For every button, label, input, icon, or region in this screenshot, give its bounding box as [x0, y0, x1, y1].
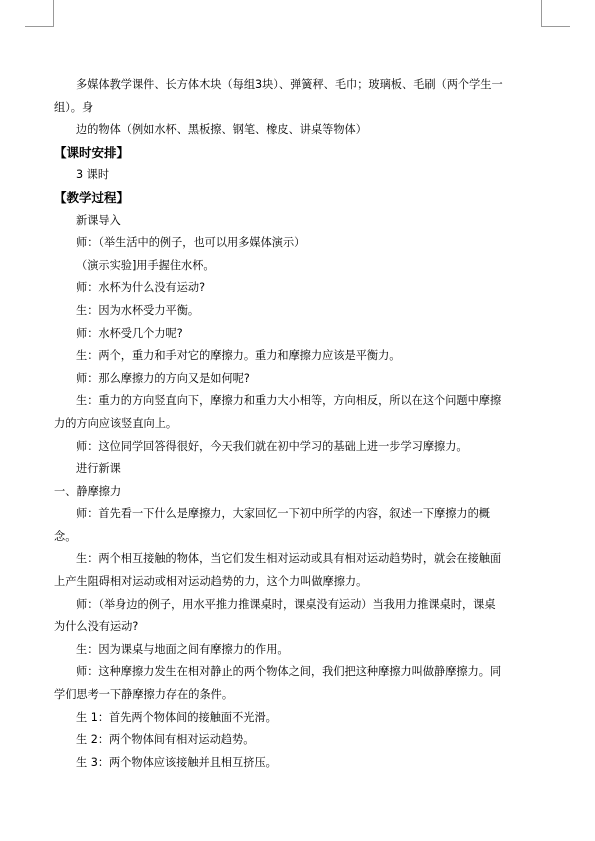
text-line: 一、静摩擦力 [54, 484, 122, 498]
text-line: 生：因为水杯受力平衡。 [76, 303, 200, 317]
text-line: 师：（举生活中的例子，也可以用多媒体演示） [76, 236, 306, 250]
text-line: （演示实验]用手握住水杯。 [76, 258, 215, 272]
text-line: 生：因为课桌与地面之间有摩擦力的作用。 [76, 642, 289, 656]
text-line: 生：重力的方向竖直向下，摩擦力和重力大小相等，方向相反，所以在这个问题中摩擦 [76, 394, 502, 408]
text-line: 生：两个，重力和手对它的摩擦力。重力和摩擦力应该是平衡力。 [76, 349, 401, 363]
text-line: 3 课时 [76, 168, 110, 182]
section-heading: 【课时安排】 [54, 144, 130, 160]
text-line: 师：这位同学回答得很好，今天我们就在初中学习的基础上进一步学习摩擦力。 [76, 439, 468, 453]
crop-mark-top-left [25, 0, 54, 27]
text-line: 师：（举身边的例子，用水平推力推课桌时，课桌没有运动）当我用力推课桌时，课桌 [76, 597, 496, 611]
text-line: 生：两个相互接触的物体，当它们发生相对运动或具有相对运动趋势时，就会在接触面 [76, 552, 502, 566]
text-line: 多媒体教学课件、长方体木块（每组3块）、弹簧秤、毛巾；玻璃板、毛刷（两个学生一 [76, 78, 503, 91]
section-heading: 【教学过程】 [54, 189, 130, 205]
text-line: 边的物体（例如水杯、黑板擦、钢笔、橡皮、讲桌等物体） [76, 123, 367, 137]
text-line: 师：水杯受几个力呢? [76, 326, 183, 340]
text-line: 师：这种摩擦力发生在相对静止的两个物体之间，我们把这种摩擦力叫做静摩擦力。同 [76, 665, 502, 679]
text-line: 师：水杯为什么没有运动? [76, 281, 206, 295]
text-line: 生 2：两个物体间有相对运动趋势。 [76, 733, 255, 747]
text-line: 念。 [54, 529, 77, 543]
text-line: 学们思考一下静摩擦力存在的条件。 [54, 688, 234, 702]
text-line: 生 1：首先两个物体间的接触面不光滑。 [76, 710, 277, 724]
text-line: 为什么没有运动? [54, 620, 139, 634]
text-line: 新课导入 [76, 213, 121, 227]
document-body [54, 74, 542, 774]
text-line: 生 3：两个物体应该接触并且相互挤压。 [76, 755, 277, 769]
text-line: 组）。身 [54, 100, 94, 114]
text-line: 上产生阻碍相对运动或相对运动趋势的力，这个力叫做摩擦力。 [54, 575, 368, 589]
crop-mark-top-right [541, 0, 570, 27]
text-line: 进行新课 [76, 462, 121, 476]
text-line: 师：首先看一下什么是摩擦力，大家回忆一下初中所学的内容，叙述一下摩擦力的概 [76, 507, 490, 521]
text-line: 师：那么摩擦力的方向又是如何呢? [76, 371, 250, 385]
text-line: 力的方向应该竖直向上。 [54, 416, 178, 430]
